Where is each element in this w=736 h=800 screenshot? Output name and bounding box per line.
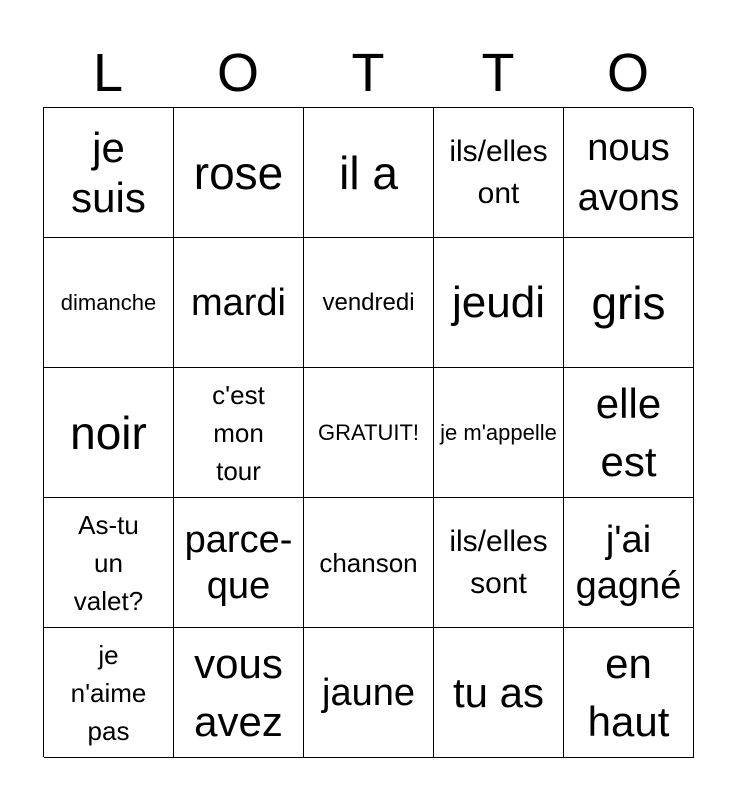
cell-label: parce-que [184, 518, 293, 607]
bingo-grid [43, 107, 693, 757]
cell-label: As-tu un valet? [73, 509, 144, 616]
cell-label: gris [591, 276, 666, 329]
cell-label: chanson [319, 547, 418, 578]
cell-label: jeudi [452, 277, 545, 327]
title-letter-l: L [92, 43, 124, 103]
bingo-cell[interactable] [304, 368, 434, 498]
bingo-cell[interactable] [174, 368, 304, 498]
cell-label: il a [339, 146, 398, 199]
bingo-cell[interactable] [564, 628, 694, 758]
bingo-cell[interactable] [174, 498, 304, 628]
bingo-cell[interactable] [44, 628, 174, 758]
cell-label: je n'aime pas [70, 639, 147, 746]
bingo-cell[interactable] [434, 498, 564, 628]
bingo-cell[interactable] [174, 628, 304, 758]
cell-label: ils/elles ont [449, 134, 548, 210]
cell-label: nous avons [577, 126, 680, 219]
cell-label: mardi [190, 281, 287, 324]
cell-label: ils/elles sont [449, 524, 548, 600]
title-letter-t: T [351, 43, 385, 103]
bingo-cell[interactable] [434, 238, 564, 368]
title-letter-o: O [606, 43, 649, 103]
cell-label: GRATUIT! [317, 419, 420, 445]
cell-label: c'est mon tour [212, 379, 265, 486]
bingo-cell[interactable] [44, 238, 174, 368]
bingo-cell[interactable] [44, 108, 174, 238]
cell-label: j'ai gagné [575, 518, 682, 607]
bingo-cell[interactable] [44, 498, 174, 628]
bingo-cell[interactable] [304, 628, 434, 758]
title-letter-o: O [216, 43, 259, 103]
bingo-cell[interactable] [174, 108, 304, 238]
cell-label: je suis [71, 123, 146, 221]
bingo-cell[interactable] [564, 368, 694, 498]
bingo-cell[interactable] [174, 238, 304, 368]
cell-label: vendredi [322, 288, 415, 316]
bingo-cell[interactable] [304, 238, 434, 368]
cell-label: jaune [322, 671, 415, 714]
bingo-cell[interactable] [304, 108, 434, 238]
cell-label: dimanche [60, 289, 157, 315]
cell-label: en haut [587, 639, 670, 745]
bingo-cell[interactable] [434, 368, 564, 498]
bingo-cell[interactable] [564, 238, 694, 368]
bingo-cell[interactable] [304, 498, 434, 628]
cell-label: je m'appelle [440, 419, 557, 445]
bingo-cell[interactable] [564, 108, 694, 238]
bingo-cell[interactable] [434, 108, 564, 238]
bingo-cell[interactable] [44, 368, 174, 498]
cell-label: elle est [595, 379, 662, 485]
cell-label: tu as [452, 668, 545, 716]
cell-label: noir [70, 406, 147, 459]
bingo-cell[interactable] [564, 498, 694, 628]
cell-label: vous avez [194, 639, 283, 745]
card-title [43, 40, 693, 106]
bingo-cell[interactable] [434, 628, 564, 758]
cell-label: rose [193, 146, 284, 199]
title-letter-t: T [481, 43, 515, 103]
